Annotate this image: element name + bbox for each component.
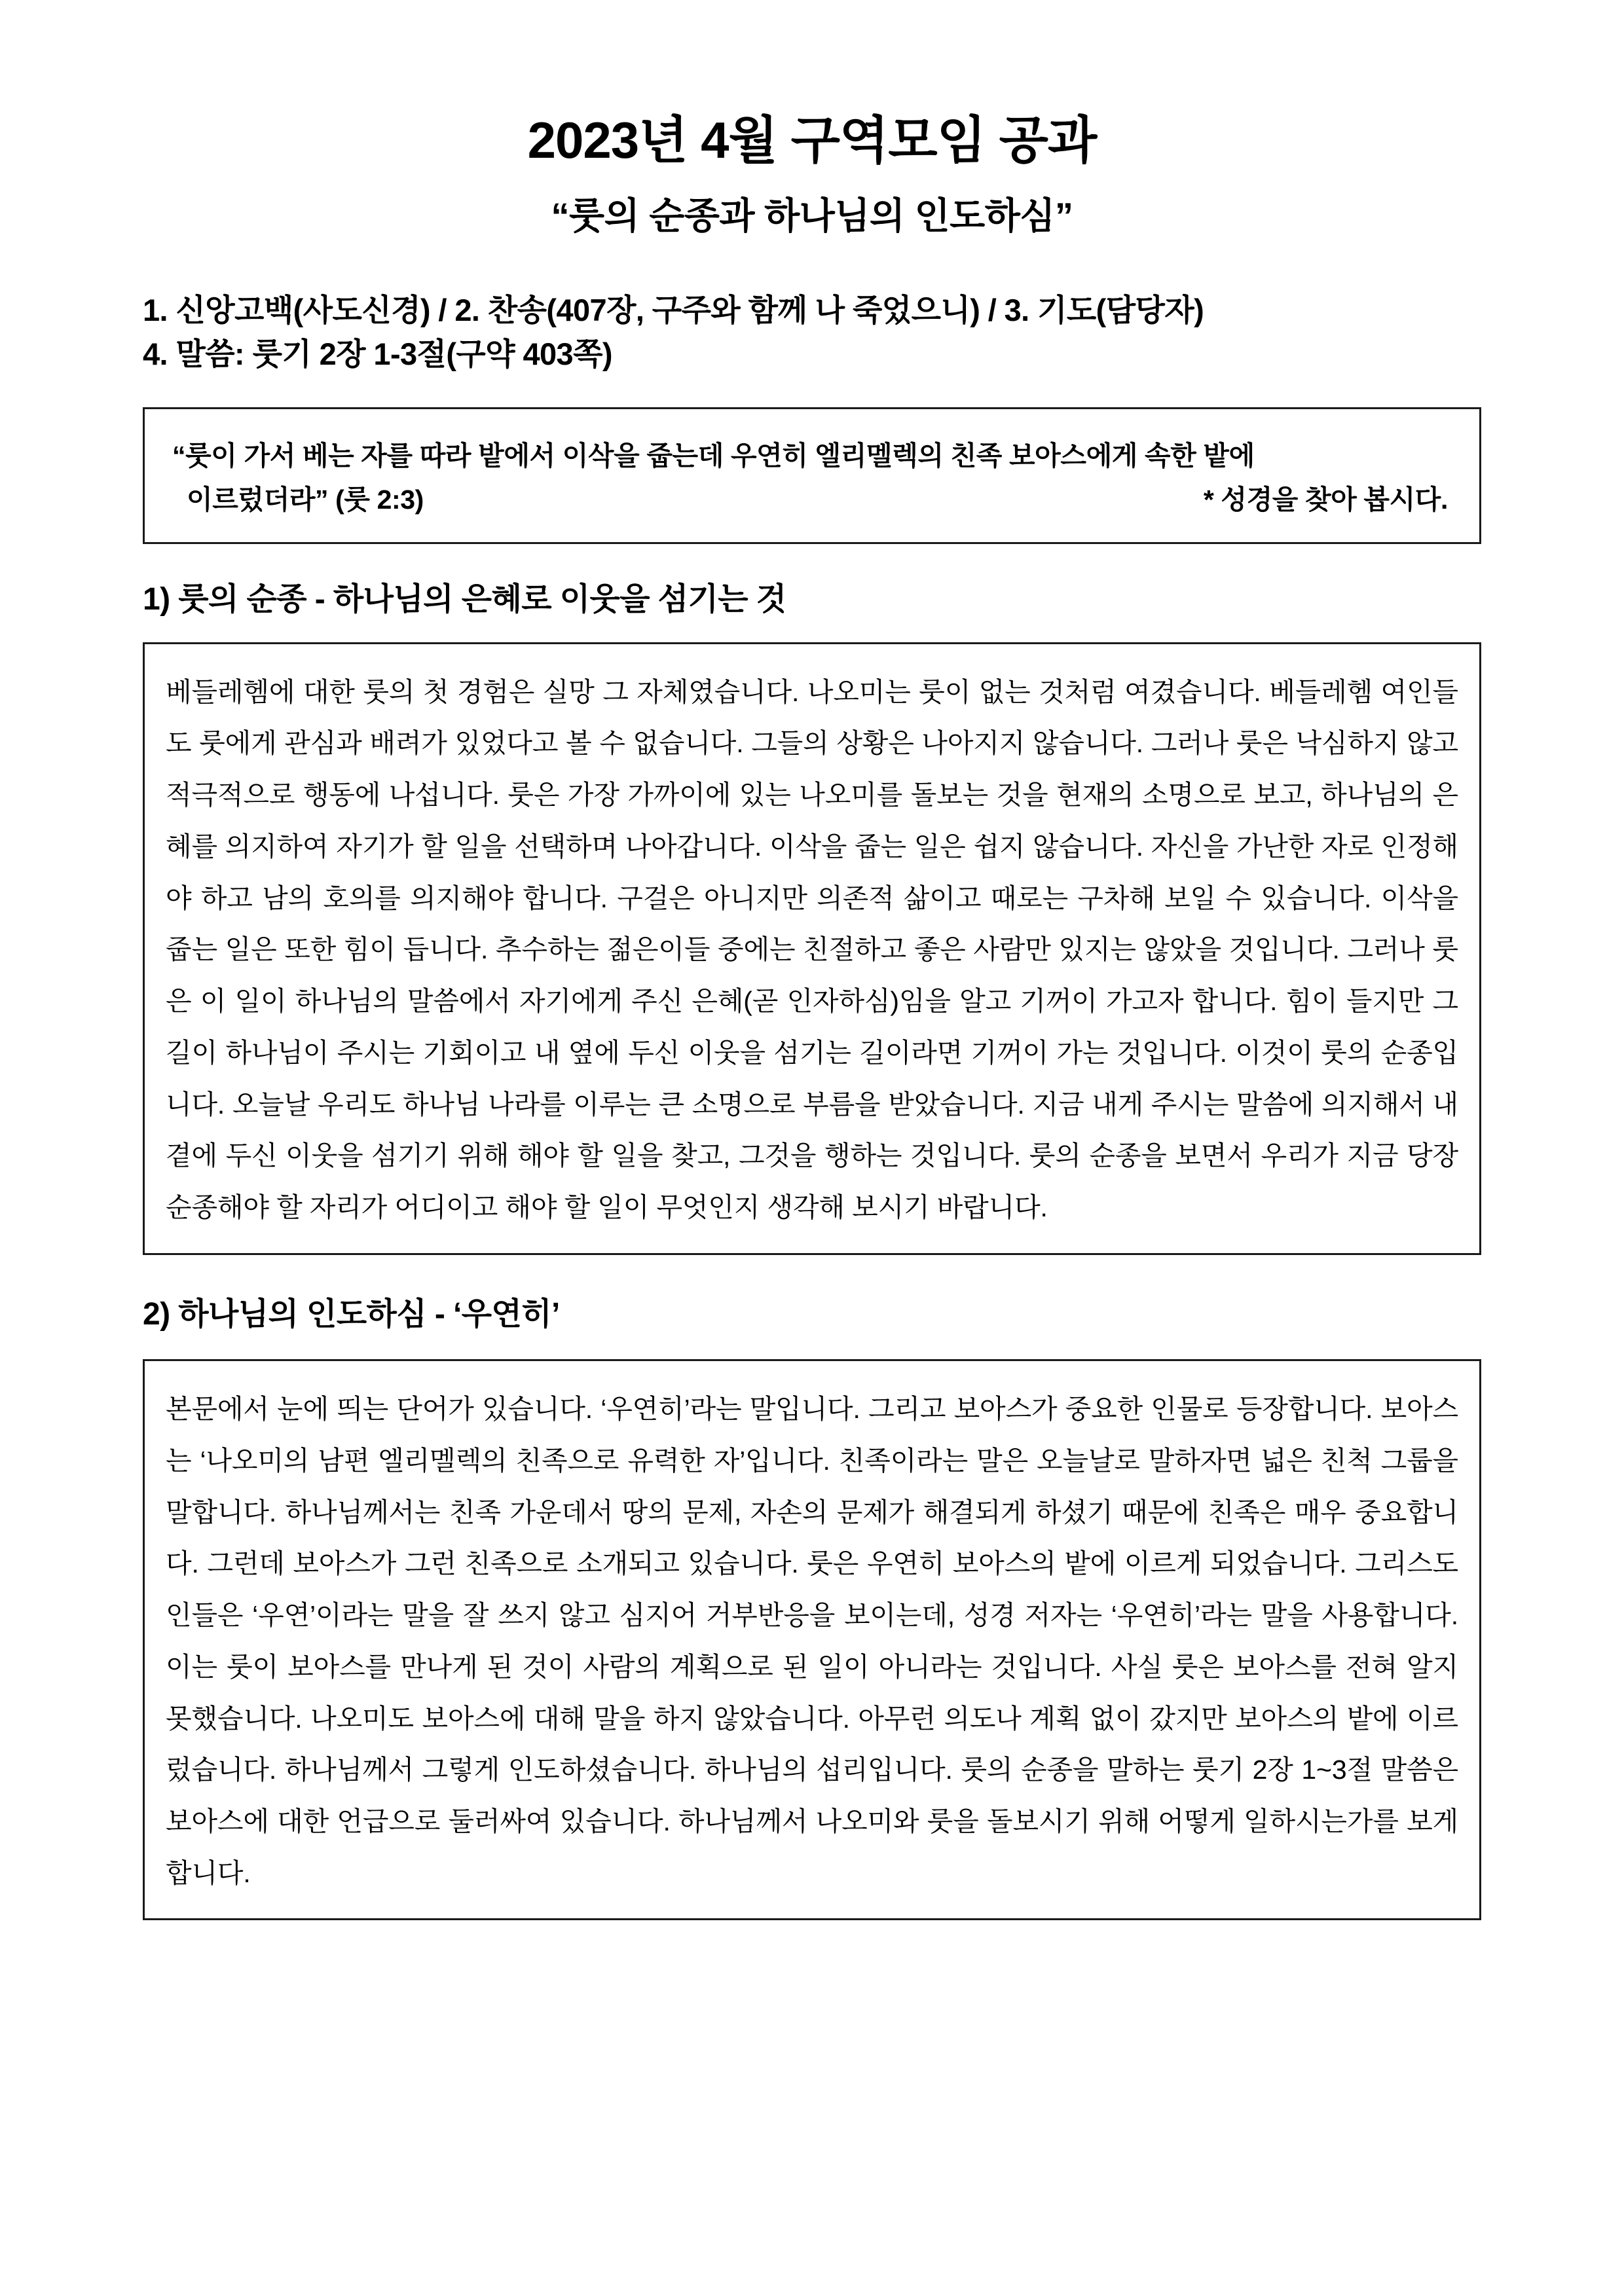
section-2-body-text: 본문에서 눈에 띄는 단어가 있습니다. ‘우연히’라는 말입니다. 그리고 보아스가 중요한 인물로 등장합니다. 보아스는 ‘나오미의 남편 엘리멜렉의 친족으로 유력한 자’입니다. 친족이라는 말은 오늘날로 말하자면 넓은 친척 그룹을 말합니다. 하나님께서는 친족 가운데서 땅의 문제, 자손의 문제가 해결되게 하셨기 때문에 친족은 매우 중요합니다. 그런데 보아스가 그런 친족으로 소개되고 있습니다. 룻은 우연히 보아스의 밭에 이르게 되었습니다. 그리스도인들은 ‘우연’이라는 말을 잘 쓰지 않고 심지어 거부반응을 보이는데, 성경 저자는 ‘우연히’라는 말을 사용합니다. 이는 룻이 보아스를 만나게 된 것이 사람의 계획으로 된 일이 아니라는 것입니다. 사실 룻은 보아스를 전혀 알지 못했습니다. 나오미도 보아스에 대해 말을 하지 않았습니다. 아무런 의도나 계획 없이 갔지만 보아스의 밭에 이르렀습니다. 하나님께서 그렇게 인도하셨습니다. 하나님의 섭리입니다. 룻의 순종을 말하는 룻기 2장 1~3절 말씀은 보아스에 대한 언급으로 둘러싸여 있습니다. 하나님께서 나오미와 룻을 돌보시기 위해 어떻게 일하시는가를 보게 합니다. [166,1394,1458,1888]
page-subtitle: “룻의 순종과 하나님의 인도하심” [551,194,1073,236]
order-of-service-line-2: 4. 말씀: 룻기 2장 1-3절(구약 403쪽) [143,336,612,371]
order-of-service-line-1: 1. 신앙고백(사도신경) / 2. 찬송(407장, 구주와 함께 나 죽었으니) / 3. 기도(담당자) [143,292,1204,327]
scripture-lookup-note: * 성경을 찾아 봅시다. [1203,484,1448,515]
page-title: 2023년 4월 구역모임 공과 [527,111,1097,169]
scripture-quote-box [143,407,1481,544]
section-2-body-box [143,1359,1481,1920]
scripture-verse-reference: 이르렀더라” (룻 2:3) [187,484,424,515]
section-1-body-text: 베들레헴에 대한 룻의 첫 경험은 실망 그 자체였습니다. 나오미는 룻이 없는 것처럼 여겼습니다. 베들레헴 여인들도 룻에게 관심과 배려가 있었다고 볼 수 없습니다. 그들의 상황은 나아지지 않습니다. 그러나 룻은 낙심하지 않고 적극적으로 행동에 나섭니다. 룻은 가장 가까이에 있는 나오미를 돌보는 것을 현재의 소명으로 보고, 하나님의 은혜를 의지하여 자기가 할 일을 선택하며 나아갑니다. 이삭을 줍는 일은 쉽지 않습니다. 자신을 가난한 자로 인정해야 하고 남의 호의를 의지해야 합니다. 구걸은 아니지만 의존적 삶이고 때로는 구차해 보일 수 있습니다. 이삭을 줍는 일은 또한 힘이 듭니다. 추수하는 젊은이들 중에는 친절하고 좋은 사람만 있지는 않았을 것입니다. 그러나 룻은 이 일이 하나님의 말씀에서 자기에게 주신 은혜(곧 인자하심)임을 알고 기꺼이 가고자 합니다. 힘이 들지만 그 길이 하나님이 주시는 기회이고 내 옆에 두신 이웃을 섬기는 길이라면 기꺼이 가는 것입니다. 이것이 룻의 순종입니다. 오늘날 우리도 하나님 나라를 이루는 큰 소명으로 부름을 받았습니다. 지금 내게 주시는 말씀에 의지해서 내 곁에 두신 이웃을 섬기기 위해 해야 할 일을 찾고, 그것을 행하는 것입니다. 룻의 순종을 보면서 우리가 지금 당장 순종해야 할 자리가 어디이고 해야 할 일이 무엇인지 생각해 보시기 바랍니다. [166,676,1459,1222]
scripture-quote-footer [167,478,1457,521]
section-1-heading: 1) 룻의 순종 - 하나님의 은혜로 이웃을 섬기는 것 [143,582,786,617]
order-of-service [0,238,1624,376]
scripture-verse-line-1: “룻이 가서 베는 자를 따라 밭에서 이삭을 줍는데 우연히 엘리멜렉의 친족 보아스에게 속한 밭에 [172,441,1255,471]
section-2-heading: 2) 하나님의 인도하심 - ‘우연히’ [143,1296,560,1332]
section-1-body-box [143,642,1481,1255]
